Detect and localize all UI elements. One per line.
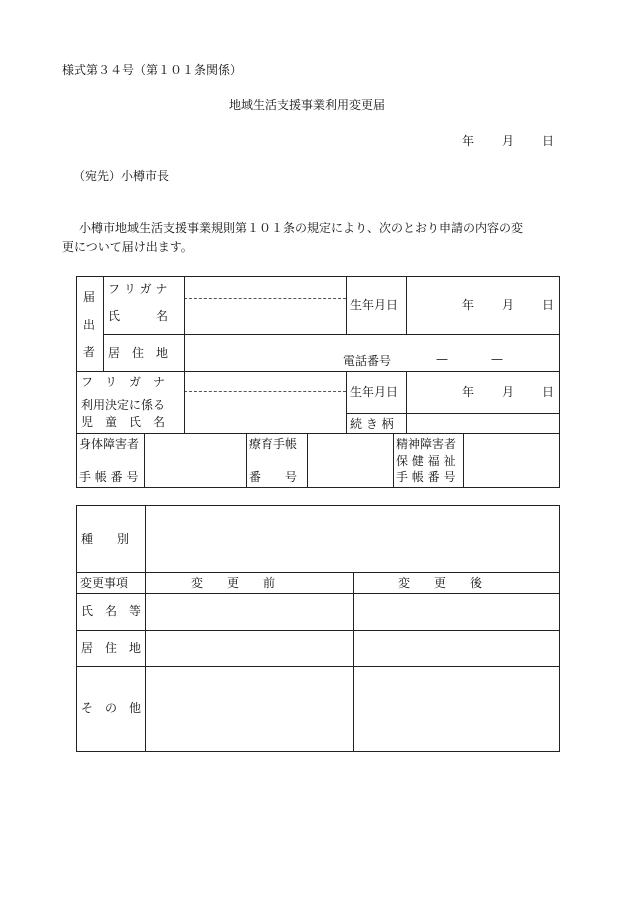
notifier-birth-month: 月 <box>502 298 515 312</box>
mental-cert-label-3: 手 帳 番 号 <box>396 470 456 484</box>
physical-cert-label-2: 手 帳 番 号 <box>79 470 139 484</box>
row-name-label: 氏 名 等 <box>81 604 142 618</box>
notifier-group-label-2: 出 <box>83 318 96 332</box>
child-birth-year: 年 <box>462 385 475 399</box>
notifier-birth-year: 年 <box>462 298 475 312</box>
after-change-header: 変 更 後 <box>398 576 483 590</box>
rehab-cert-label-2: 番 号 <box>249 470 298 484</box>
row-other-label: そ の 他 <box>81 701 142 715</box>
child-birth-month: 月 <box>502 385 515 399</box>
document-title: 地域生活支援事業利用変更届 <box>229 98 386 112</box>
date-year-label: 年 <box>462 134 475 148</box>
physical-cert-label-1: 身体障害者 <box>79 437 140 451</box>
intro-line-2: 更について届け出ます。 <box>62 240 193 254</box>
before-change-header: 変 更 前 <box>191 576 276 590</box>
notifier-furigana-label: フ リ ガ ナ <box>108 282 168 296</box>
date-day-label: 日 <box>542 134 555 148</box>
phone-separator-2: — <box>491 352 503 366</box>
child-birthdate-label: 生年月日 <box>350 385 399 399</box>
child-furigana-label: フ リ ガ ナ <box>81 375 166 389</box>
notifier-group-label-1: 届 <box>83 290 96 304</box>
child-label-line-2: 児 童 氏 名 <box>81 415 166 429</box>
child-birth-day: 日 <box>542 385 555 399</box>
addressee: （宛先）小樽市長 <box>73 169 170 183</box>
phone-separator-1: — <box>436 352 448 366</box>
change-item-header: 変更事項 <box>80 576 129 590</box>
intro-line-1: 小樽市地域生活支援事業規則第１０１条の規定により、次のとおり申請の内容の変 <box>79 221 524 235</box>
date-month-label: 月 <box>502 134 515 148</box>
notifier-birthdate-label: 生年月日 <box>350 298 399 312</box>
notifier-group-label-3: 者 <box>83 345 96 359</box>
mental-cert-label-1: 精神障害者 <box>396 437 457 451</box>
mental-cert-label-2: 保 健 福 祉 <box>396 454 456 468</box>
row-address-label: 居 住 地 <box>81 641 142 655</box>
rehab-cert-label-1: 療育手帳 <box>249 437 298 451</box>
type-label: 種 別 <box>81 532 130 546</box>
notifier-address-label: 居 住 地 <box>108 346 169 360</box>
form-number: 様式第３４号（第１０１条関係） <box>62 63 243 77</box>
child-relation-label: 続 き 柄 <box>350 417 394 431</box>
child-label-line-1: 利用決定に係る <box>81 398 166 412</box>
notifier-birth-day: 日 <box>542 298 555 312</box>
phone-label: 電話番号 <box>343 354 392 368</box>
notifier-name-label: 氏 名 <box>108 309 169 323</box>
